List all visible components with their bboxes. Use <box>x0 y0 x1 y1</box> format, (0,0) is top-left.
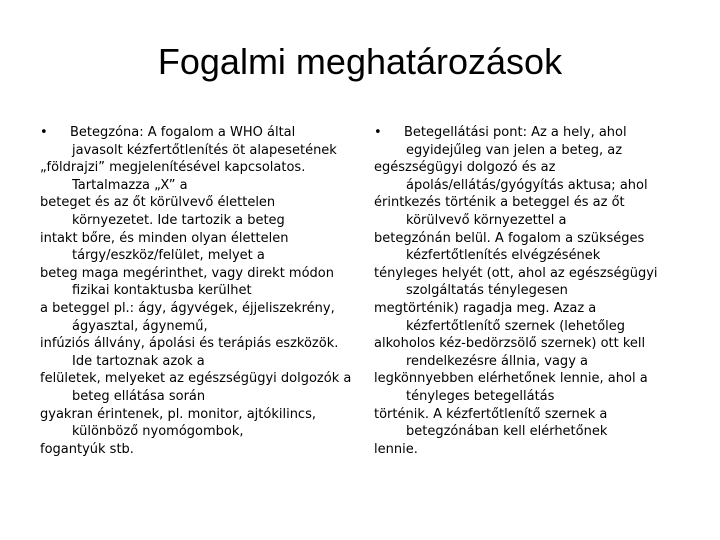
right-line-17: betegzónában kell elérhetőnek <box>406 424 608 440</box>
right-line-7: kézfertőtlenítés elvégzésének <box>406 248 601 264</box>
left-line-11: ágyasztal, ágynemű, <box>72 318 208 334</box>
left-line-15: beteg ellátása során <box>72 388 206 404</box>
left-line-2: „földrajzi” megjelenítésével kapcsolatos. <box>40 160 306 176</box>
left-line-5: környezetet. Ide tartozik a beteg <box>72 212 285 228</box>
right-line-9: szolgáltatás ténylegesen <box>406 283 568 299</box>
left-line-17: különböző nyomógombok, <box>72 424 244 440</box>
right-line-1: egyidejűleg van jelen a beteg, az <box>406 142 623 158</box>
right-line-15: tényleges betegellátás <box>406 388 555 404</box>
right-line-0: • Betegellátási pont: Az a hely, ahol <box>374 125 627 140</box>
left-line-0: • Betegzóna: A fogalom a WHO által <box>40 125 296 140</box>
bullet-icon: • <box>40 125 48 140</box>
left-line-9: fizikai kontaktusba kerülhet <box>72 283 252 299</box>
left-line-1: javasolt kézfertőtlenítés öt alapesetének <box>72 142 337 158</box>
left-line-8: beteg maga megérinthet, vagy direkt módon <box>40 265 334 281</box>
right-line-8: tényleges helyét (ott, ahol az egészségügyi <box>374 265 658 281</box>
right-line-3: ápolás/ellátás/gyógyítás aktusa; ahol <box>406 177 648 193</box>
right-line-5: körülvevő környezettel a <box>406 212 567 228</box>
right-line-18: lennie. <box>374 441 418 457</box>
right-line-6: betegzónán belül. A fogalom a szükséges <box>374 230 645 246</box>
left-line-4: beteget és az őt körülvevő élettelen <box>40 195 276 211</box>
bullet-icon: • <box>374 125 382 140</box>
slide-title: Fogalmi meghatározások <box>157 41 563 82</box>
left-line-7: tárgy/eszköz/felület, melyet a <box>72 248 265 264</box>
right-line-14: legkönnyebben elérhetőnek lennie, ahol a <box>374 371 648 387</box>
left-column-betegzona <box>40 124 360 458</box>
right-line-16: történik. A kézfertőtlenítő szernek a <box>374 406 608 422</box>
right-line-12: alkoholos kéz-bedörzsölő szernek) ott kell <box>374 336 646 352</box>
right-line-10: megtörténik) ragadja meg. Azaz a <box>374 300 597 316</box>
right-line-4: érintkezés történik a beteggel és az őt <box>374 195 625 211</box>
right-line-13: rendelkezésre állnia, vagy a <box>406 353 588 369</box>
left-line-3: Tartalmazza „X” a <box>72 177 188 193</box>
left-line-18: fogantyúk stb. <box>40 441 134 457</box>
right-line-11: kézfertőtlenítő szernek (lehetőleg <box>406 318 626 334</box>
right-line-2: egészségügyi dolgozó és az <box>374 160 556 176</box>
left-line-13: Ide tartoznak azok a <box>72 353 205 369</box>
left-line-12: infúziós állvány, ápolási és terápiás eszközök. <box>40 336 339 352</box>
left-line-16: gyakran érintenek, pl. monitor, ajtókilincs, <box>40 406 316 422</box>
left-line-6: intakt bőre, és minden olyan élettelen <box>40 230 289 246</box>
left-line-14: felületek, melyeket az egészségügyi dolgozók a <box>40 371 352 387</box>
left-line-10: a beteggel pl.: ágy, ágyvégek, éjjeliszekrény, <box>40 300 335 316</box>
right-column-betegellatasi-pont <box>374 124 686 458</box>
